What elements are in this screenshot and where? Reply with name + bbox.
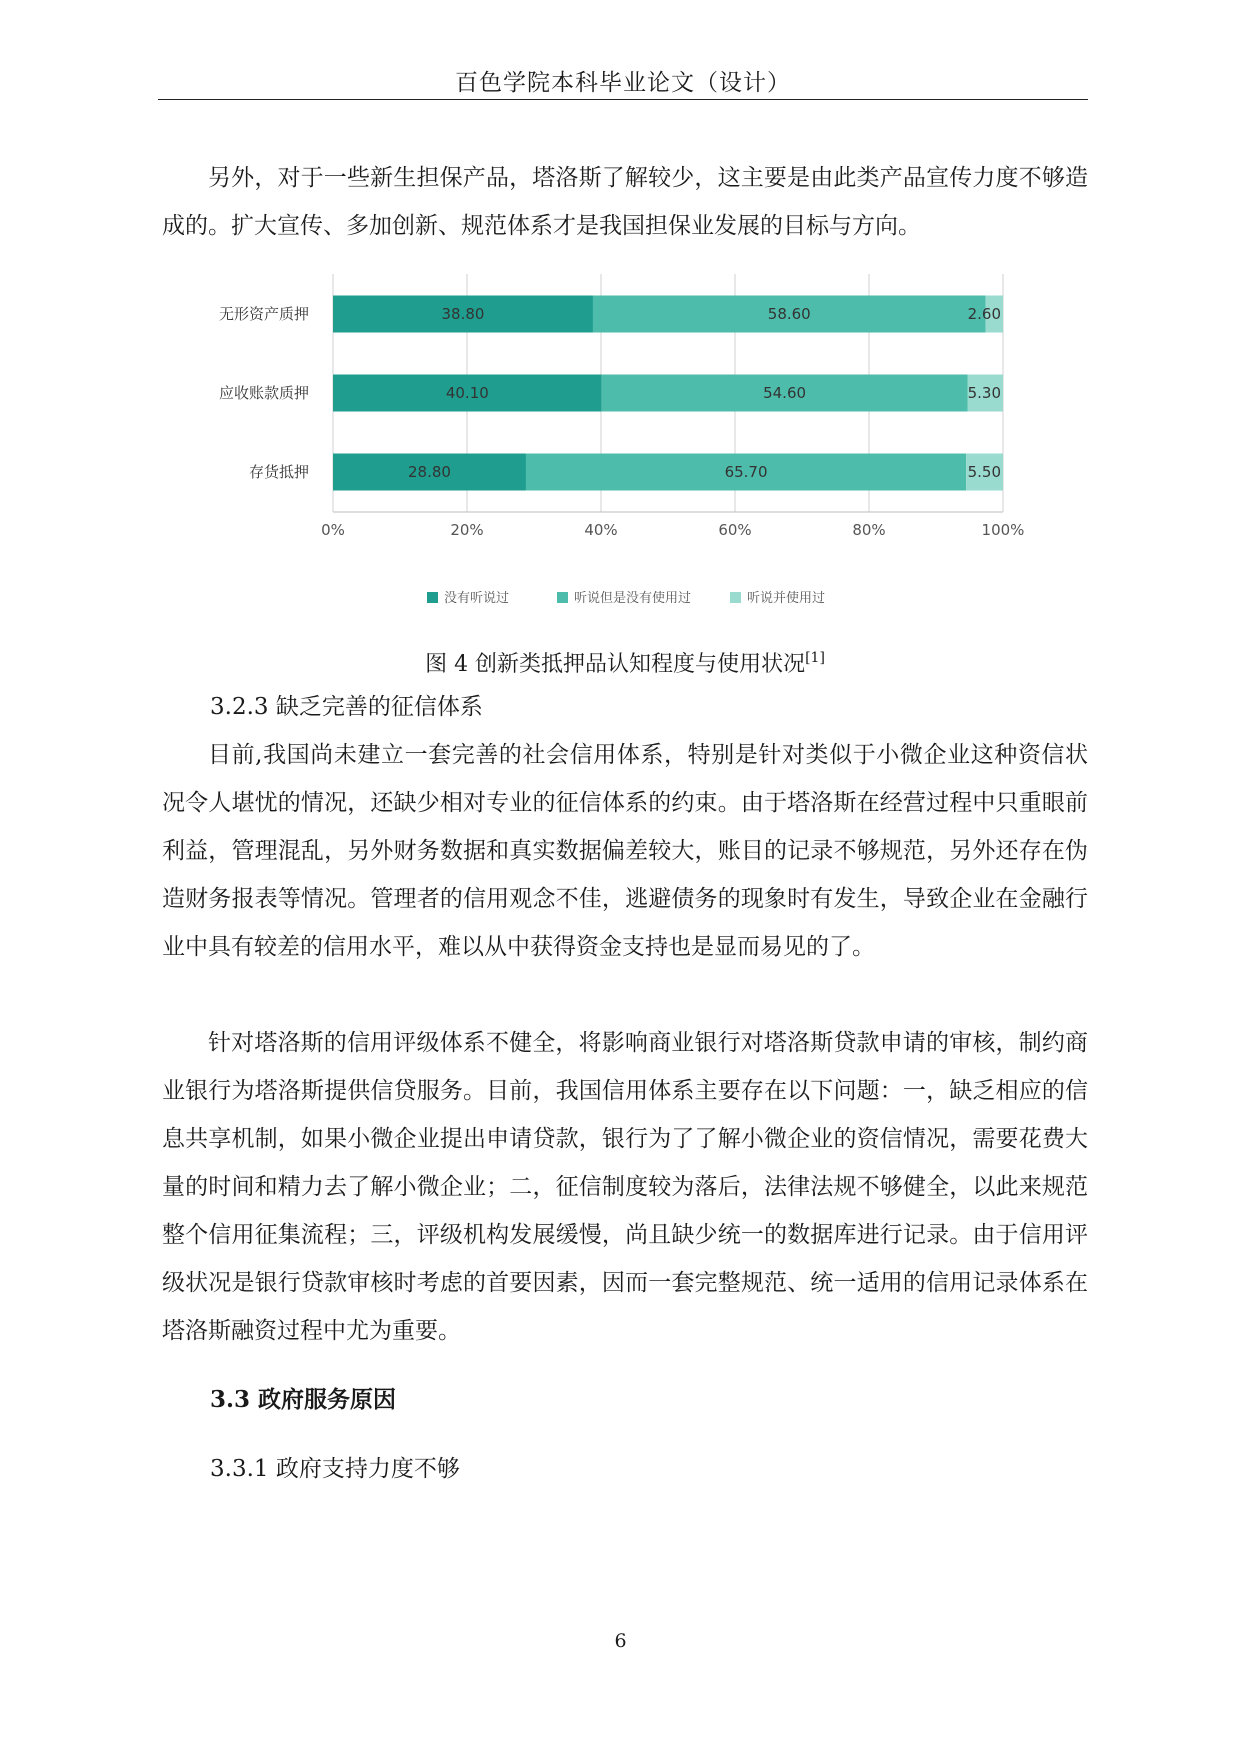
data-label: 2.60: [967, 305, 1001, 323]
figure-caption-text: 图 4 创新类抵押品认知程度与使用状况: [425, 652, 806, 677]
legend-swatch: [427, 592, 438, 603]
section-3-2-3-paragraph-2: 针对塔洛斯的信用评级体系不健全，将影响商业银行对塔洛斯贷款申请的审核，制约商业银行为塔洛斯提供信贷服务。目前，我国信用体系主要存在以下问题：一，缺乏相应的信息共享机制，如果小微企业提出申请贷款，银行为了了解小微企业的资信情况，需要花费大量的时间和精力去了解小微企业；二，征信制度较为落后，法律法规不够健全，以此来规范整个信用征集流程；三，评级机构发展缓慢，尚且缺少统一的数据库进行记录。由于信用评级状况是银行贷款审核时考虑的首要因素，因而一套完整规范、统一适用的信用记录体系在塔洛斯融资过程中尤为重要。: [162, 1030, 1088, 1344]
x-tick-label: 60%: [718, 521, 752, 539]
x-tick-label: 40%: [584, 521, 618, 539]
section-3-2-3-paragraph-1: 目前,我国尚未建立一套完善的社会信用体系，特别是针对类似于小微企业这种资信状况令人堪忧的情况，还缺少相对专业的征信体系的约束。由于塔洛斯在经营过程中只重眼前利益，管理混乱，另外财务数据和真实数据偏差较大，账目的记录不够规范，另外还存在伪造财务报表等情况。管理者的信用观念不佳，逃避债务的现象时有发生，导致企业在金融行业中具有较差的信用水平，难以从中获得资金支持也是显而易见的了。: [162, 742, 1088, 960]
legend-label: 听说但是没有使用过: [574, 591, 692, 606]
data-label: 58.60: [767, 305, 811, 323]
category-label: 应收账款质押: [218, 384, 309, 402]
data-label: 40.10: [445, 384, 489, 402]
data-label: 54.60: [763, 384, 807, 402]
legend-swatch: [557, 592, 568, 603]
x-tick-label: 0%: [321, 521, 345, 539]
section-3-2-3-heading: 3.2.3 缺乏完善的征信体系: [210, 694, 483, 720]
x-tick-label: 100%: [981, 521, 1025, 539]
data-label: 28.80: [408, 463, 451, 481]
legend-swatch: [730, 592, 741, 603]
section-3-3-1-heading: 3.3.1 政府支持力度不够: [210, 1456, 460, 1482]
category-label: 存货抵押: [248, 463, 309, 481]
page-header: 百色学院本科毕业论文（设计）: [455, 70, 791, 96]
intro-paragraph: 另外，对于一些新生担保产品，塔洛斯了解较少，这主要是由此类产品宣传力度不够造成的。扩大宣传、多加创新、规范体系才是我国担保业发展的目标与方向。: [162, 165, 1088, 239]
legend-label: 没有听说过: [444, 591, 510, 606]
section-3-3-heading: 3.3 政府服务原因: [210, 1386, 397, 1413]
stacked-bar-chart: [0, 0, 1241, 620]
data-label: 65.70: [724, 463, 768, 481]
figure-caption: [162, 634, 1088, 689]
legend-label: 听说并使用过: [747, 591, 826, 606]
category-label: 无形资产质押: [218, 305, 309, 323]
figure-citation: [1]: [805, 650, 825, 666]
data-label: 5.50: [967, 463, 1001, 481]
x-tick-label: 80%: [852, 521, 886, 539]
data-label: 38.80: [441, 305, 485, 323]
data-label: 5.30: [967, 384, 1001, 402]
x-tick-label: 20%: [450, 521, 484, 539]
page-number: 6: [614, 1630, 627, 1652]
